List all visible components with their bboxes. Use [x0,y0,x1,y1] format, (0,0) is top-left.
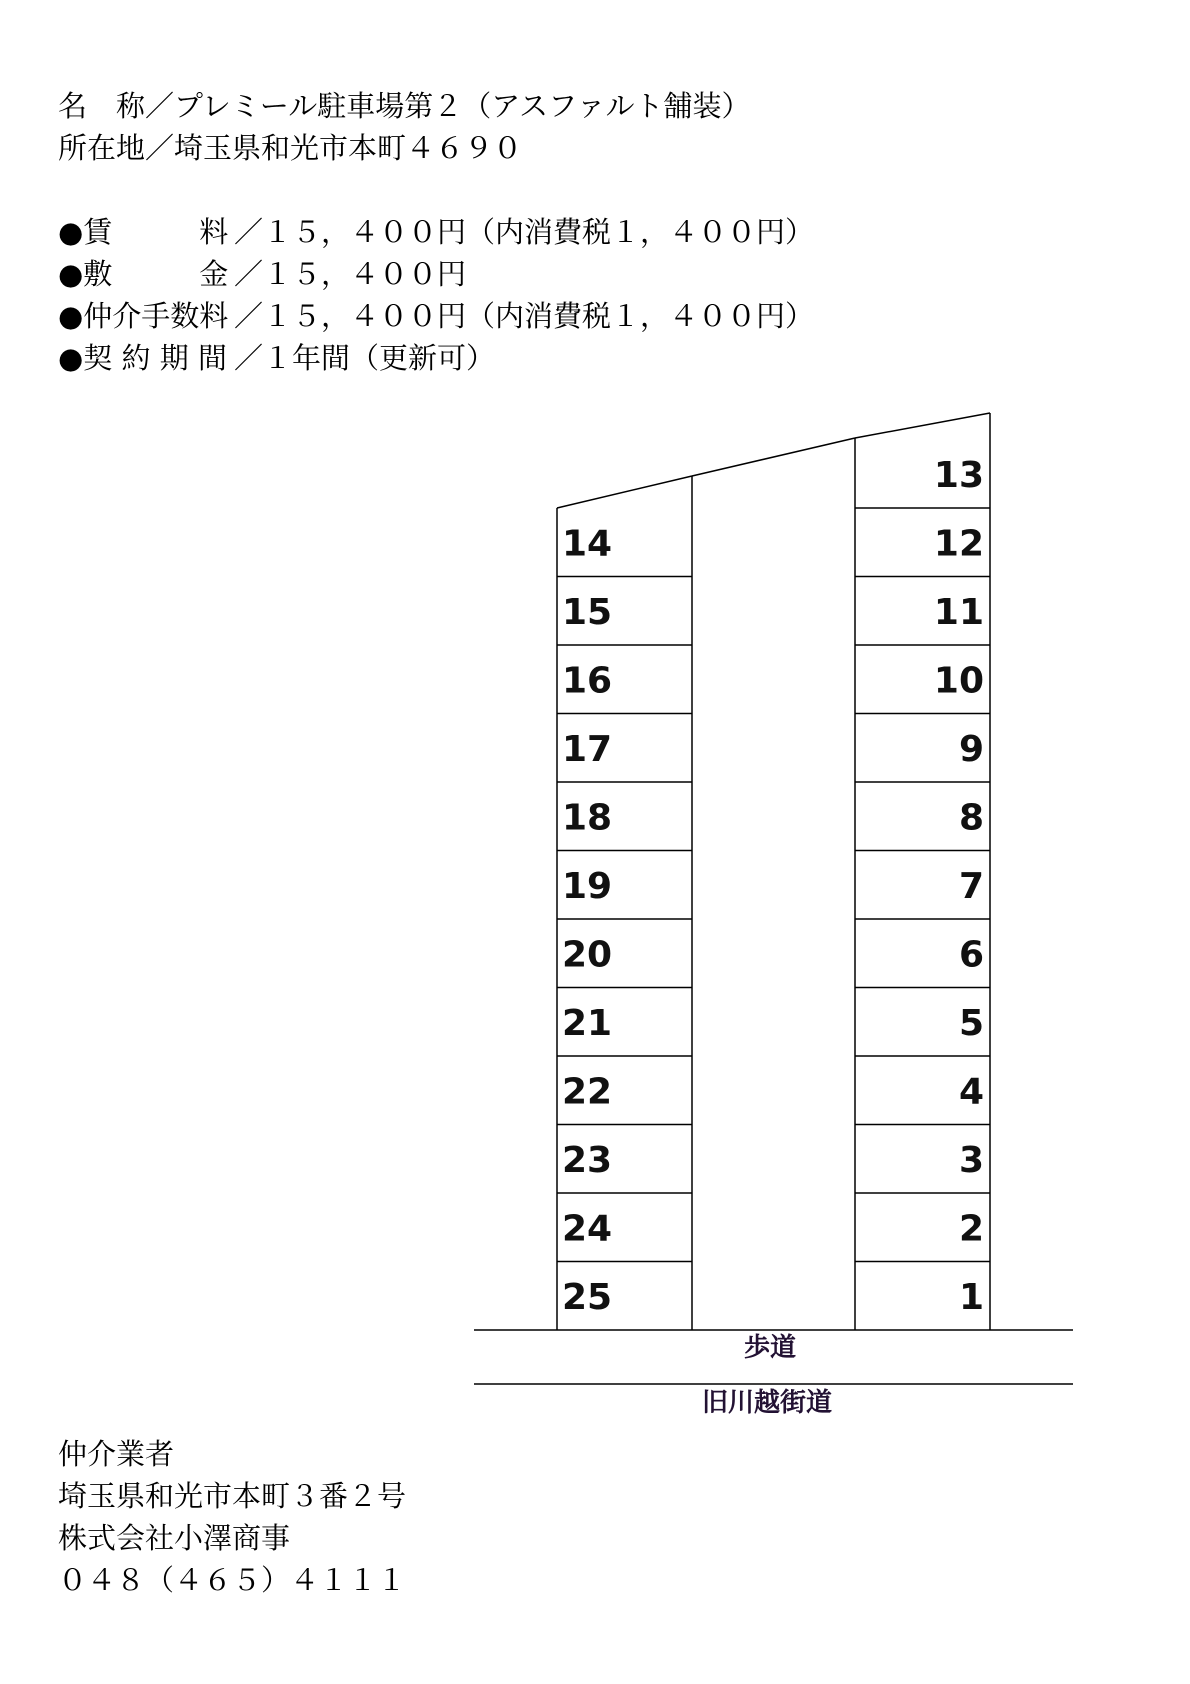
parking-space-number: 25 [562,1276,613,1318]
parking-space-number: 16 [562,660,613,702]
parking-space-number: 2 [958,1208,984,1250]
parking-space-number: 24 [562,1208,613,1250]
parking-space-number: 7 [958,865,984,907]
parking-space-number: 17 [562,728,613,770]
term-value: ／１５，４００円（内消費税１，４００円） [234,299,815,333]
parking-space-number: 3 [958,1139,984,1181]
parking-space-number: 5 [958,1002,984,1044]
parking-space-number: 9 [958,728,984,770]
parking-space-number: 15 [562,591,613,633]
parking-space-number: 6 [958,934,984,976]
term-label: ●敷 金 [58,257,229,291]
broker-title: 仲介業者 [58,1437,175,1471]
parking-space-number: 22 [562,1071,613,1113]
term-label: ●賃 料 [58,215,229,249]
parking-space-number: 19 [562,865,613,907]
sidewalk-label: 歩道 [743,1333,797,1363]
parking-space-number: 23 [562,1139,613,1181]
parking-space-number: 10 [933,660,984,702]
parking-space-number: 18 [562,797,613,839]
parking-space-number: 21 [562,1002,613,1044]
property-name: 名 称／プレミール駐車場第２（アスファルト舗装） [58,89,751,123]
lot-boundary-top [692,438,855,476]
lot-boundary-top [557,476,692,508]
street-label: 旧川越街道 [701,1388,833,1418]
parking-space-number: 1 [958,1276,984,1318]
term-value: ／１年間（更新可） [234,341,496,375]
parking-space-number: 4 [958,1071,984,1113]
broker-company: 株式会社小澤商事 [58,1521,291,1555]
term-label: ●仲介手数料 [58,299,229,333]
broker-phone: ０４８（４６５）４１１１ [58,1563,407,1597]
parking-space-number: 14 [562,523,613,565]
parking-space-number: 13 [933,454,984,496]
property-address: 所在地／埼玉県和光市本町４６９０ [58,131,523,165]
parking-space-number: 11 [933,591,984,633]
parking-space-number: 20 [562,934,613,976]
lot-boundary-top [855,413,990,438]
broker-address: 埼玉県和光市本町３番２号 [58,1479,407,1513]
term-label: ●契 約 期 間 [58,341,227,375]
parking-space-number: 8 [958,797,984,839]
term-value: ／１５，４００円 [234,257,467,291]
term-value: ／１５，４００円（内消費税１，４００円） [234,215,815,249]
parking-space-number: 12 [933,523,984,565]
